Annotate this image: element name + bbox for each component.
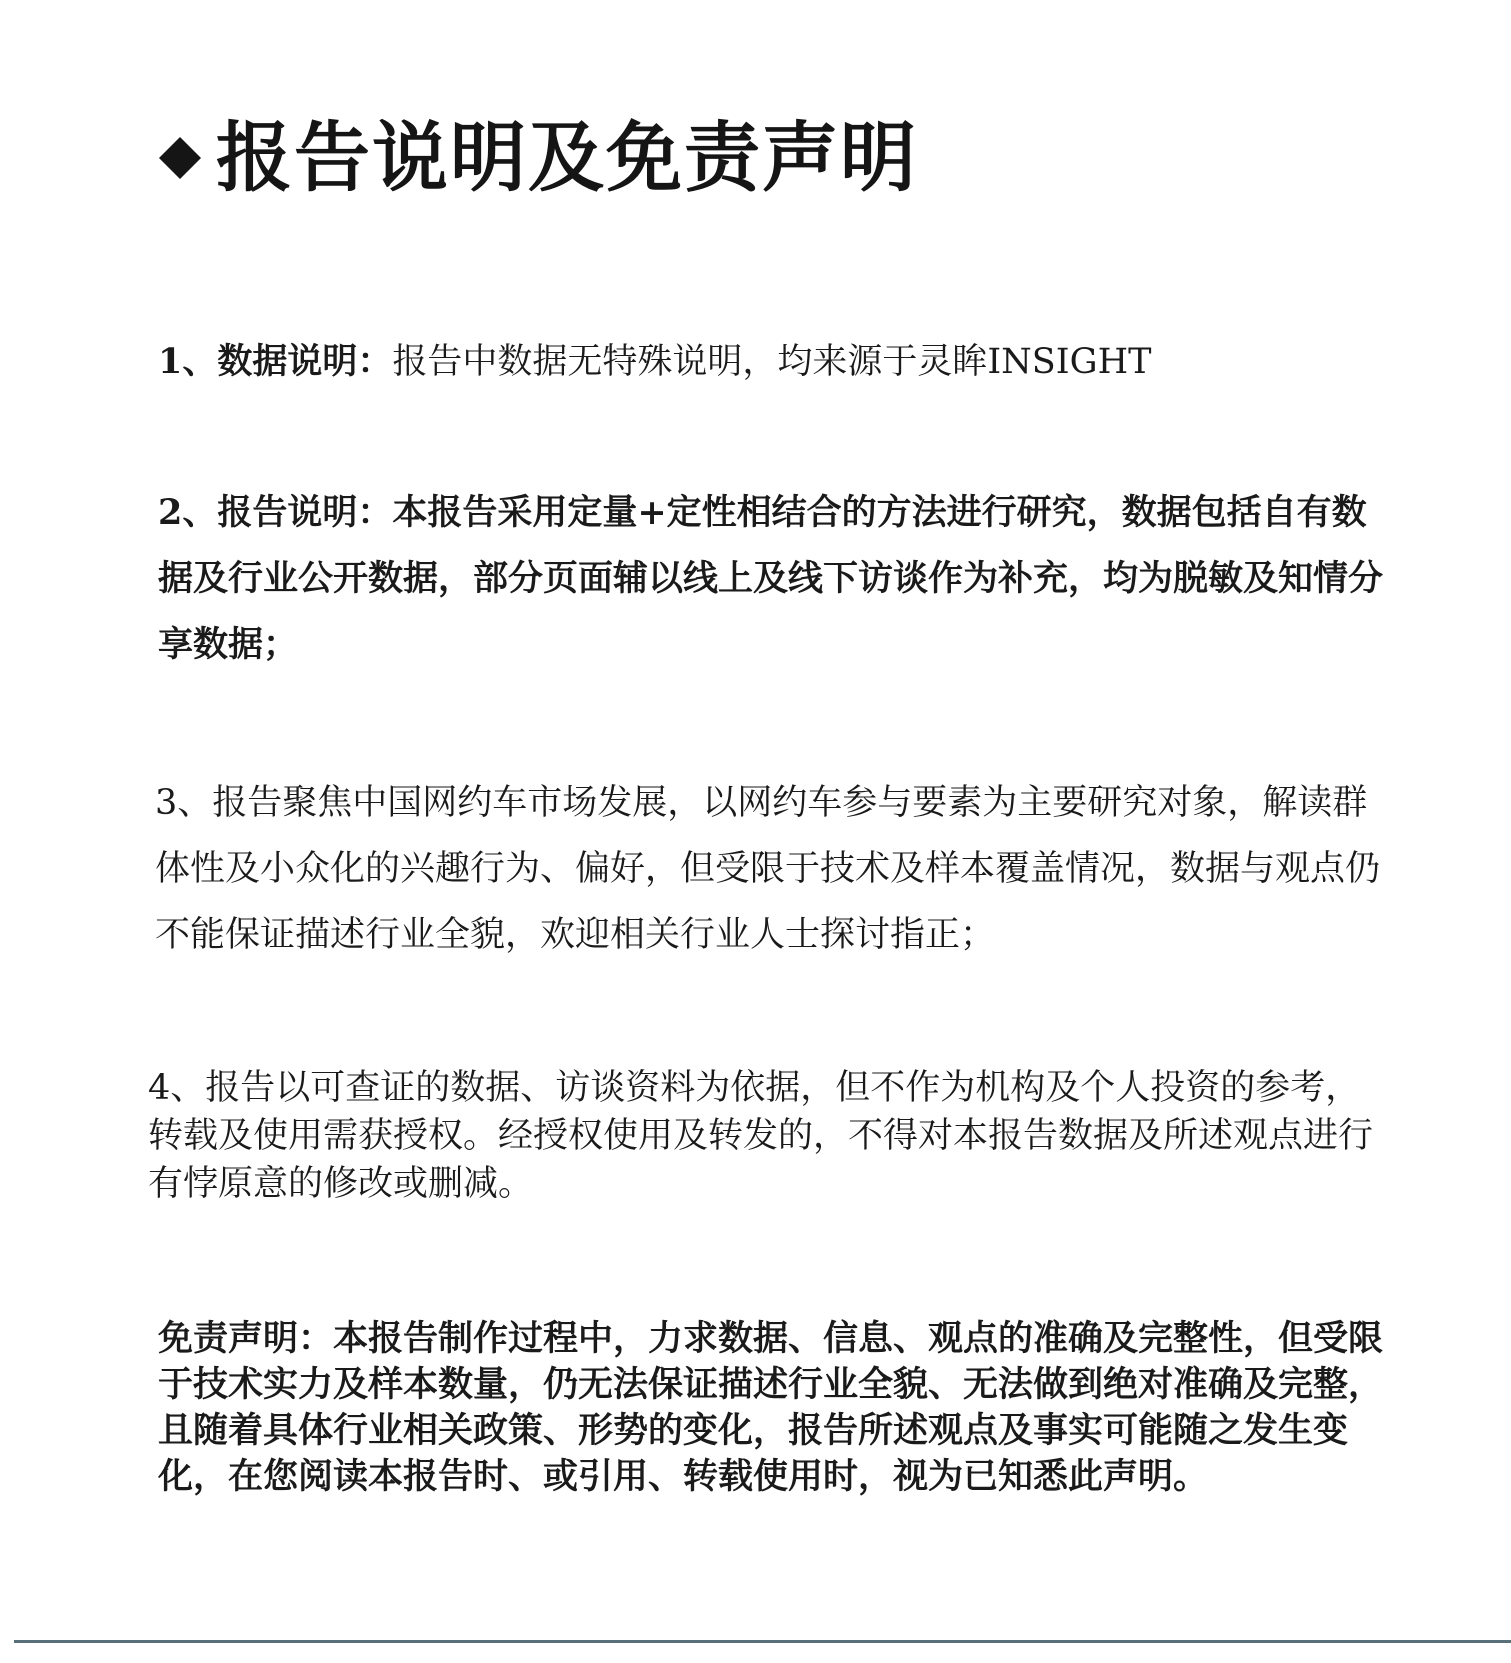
title-row	[158, 108, 918, 208]
data-note-label: 1、数据说明：	[158, 341, 393, 382]
report-note-paragraph: 2、报告说明：本报告采用定量+定性相结合的方法进行研究，数据包括自有数据及行业公开数据，部分页面辅以线上及线下访谈作为补充，均为脱敏及知情分享数据；	[158, 492, 1384, 665]
page-title: 报告说明及免责声明	[216, 113, 918, 202]
focus-note-paragraph: 3、报告聚焦中国网约车市场发展，以网约车参与要素为主要研究对象，解读群体性及小众化的兴趣行为、偏好，但受限于技术及样本覆盖情况，数据与观点仍不能保证描述行业全貌，欢迎相关行业人士探讨指正；	[155, 783, 1381, 955]
disclaimer-paragraph: 免责声明：本报告制作过程中，力求数据、信息、观点的准确及完整性，但受限于技术实力及样本数量，仍无法保证描述行业全貌、无法做到绝对准确及完整，且随着具体行业相关政策、形势的变化，报告所述观点及事实可能随之发生变化，在您阅读本报告时、或引用、转载使用时，视为已知悉此声明。	[158, 1318, 1384, 1497]
data-note-paragraph	[158, 338, 1478, 386]
data-note-text: 报告中数据无特殊说明，均来源于灵眸INSIGHT	[392, 342, 1152, 382]
diamond-icon	[158, 136, 202, 180]
bottom-divider	[14, 1640, 1511, 1643]
usage-note-paragraph: 4、报告以可查证的数据、访谈资料为依据，但不作为机构及个人投资的参考，转载及使用需获授权。经授权使用及转发的，不得对本报告数据及所述观点进行有悖原意的修改或删减。	[148, 1068, 1374, 1204]
